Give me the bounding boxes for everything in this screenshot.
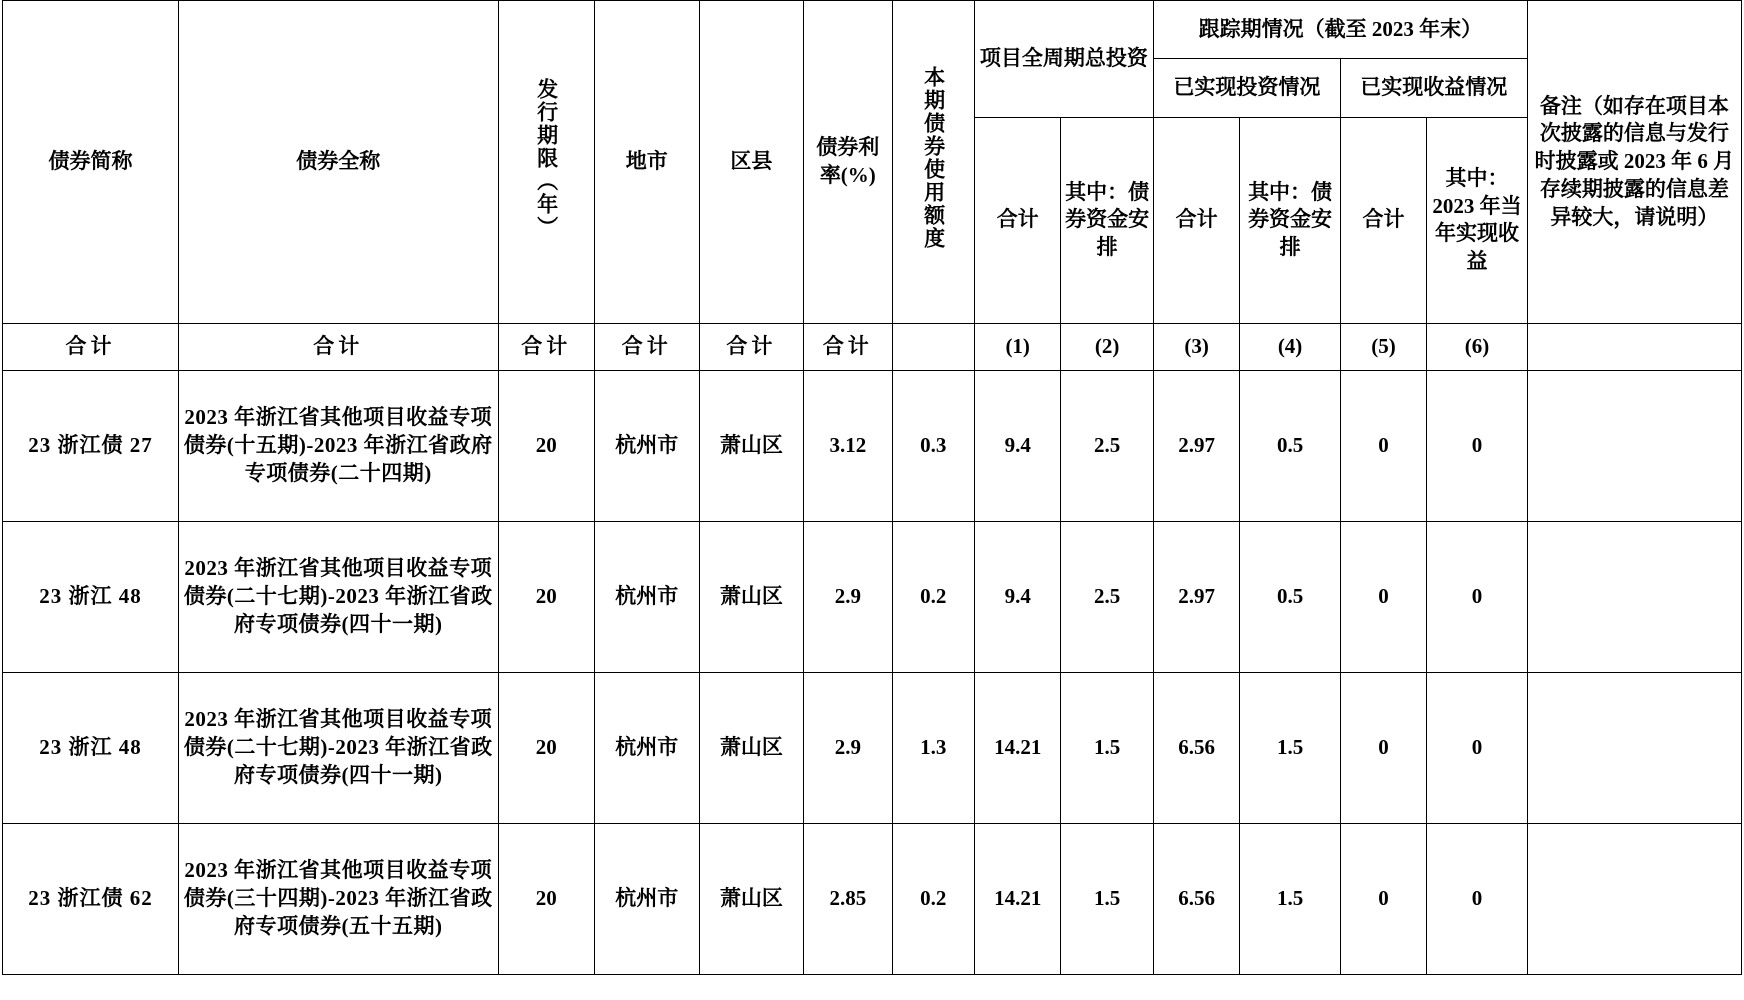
header-total-1: 合计: [974, 117, 1060, 323]
header-bond-fullname: 债券全称: [178, 1, 498, 324]
cell-bond-fullname: 2023 年浙江省其他项目收益专项债券(二十七期)-2023 年浙江省政府专项债券(四十一期): [178, 522, 498, 673]
cell-total-2: 6.56: [1153, 824, 1239, 975]
cell-sub-3: 0: [1427, 824, 1528, 975]
total-bond-rate: 合计: [804, 324, 892, 371]
cell-sub-2: 0.5: [1240, 522, 1341, 673]
header-project-total-invest: 项目全周期总投资: [974, 1, 1153, 118]
cell-issue-term: 20: [498, 673, 594, 824]
cell-total-2: 2.97: [1153, 371, 1239, 522]
header-realized-invest: 已实现投资情况: [1153, 59, 1340, 117]
cell-sub-2: 0.5: [1240, 371, 1341, 522]
cell-sub-3: 0: [1427, 371, 1528, 522]
cell-total-2: 2.97: [1153, 522, 1239, 673]
table-header-row-1: [3, 1, 1742, 59]
total-note-1: (1): [974, 324, 1060, 371]
header-current-quota: [892, 1, 974, 324]
cell-total-3: 0: [1340, 371, 1426, 522]
cell-issue-term: 20: [498, 371, 594, 522]
cell-issue-term: 20: [498, 522, 594, 673]
cell-sub-2: 1.5: [1240, 673, 1341, 824]
cell-total-3: 0: [1340, 522, 1426, 673]
cell-remark: [1527, 371, 1741, 522]
header-sub-2: 其中：债券资金安排: [1240, 117, 1341, 323]
cell-total-1: 9.4: [974, 522, 1060, 673]
header-remark: 备注（如存在项目本次披露的信息与发行时披露或 2023 年 6 月存续期披露的信息差异较大，请说明）: [1527, 1, 1741, 324]
header-total-2: 合计: [1153, 117, 1239, 323]
total-city: 合计: [595, 324, 700, 371]
cell-bond-fullname: 2023 年浙江省其他项目收益专项债券(十五期)-2023 年浙江省政府专项债券(二十四期): [178, 371, 498, 522]
table-row: [3, 371, 1742, 522]
cell-sub-1: 1.5: [1061, 824, 1153, 975]
cell-current-quota: 1.3: [892, 673, 974, 824]
header-county: 区县: [699, 1, 804, 324]
cell-current-quota: 0.3: [892, 371, 974, 522]
cell-bond-fullname: 2023 年浙江省其他项目收益专项债券(三十四期)-2023 年浙江省政府专项债券(五十五期): [178, 824, 498, 975]
total-bond-abbr: 合计: [3, 324, 179, 371]
cell-total-1: 14.21: [974, 673, 1060, 824]
total-county: 合计: [699, 324, 804, 371]
header-realized-income: 已实现收益情况: [1340, 59, 1527, 117]
cell-county: 萧山区: [699, 824, 804, 975]
header-sub-3: 其中：2023 年当年实现收益: [1427, 117, 1528, 323]
cell-current-quota: 0.2: [892, 522, 974, 673]
cell-remark: [1527, 824, 1741, 975]
cell-county: 萧山区: [699, 522, 804, 673]
total-note-2: (2): [1061, 324, 1153, 371]
header-city: 地市: [595, 1, 700, 324]
table-row: [3, 522, 1742, 673]
cell-bond-abbr: 23 浙江 48: [3, 522, 179, 673]
table-total-row: [3, 324, 1742, 371]
cell-bond-abbr: 23 浙江债 27: [3, 371, 179, 522]
table-row: [3, 824, 1742, 975]
cell-bond-rate: 2.85: [804, 824, 892, 975]
cell-total-2: 6.56: [1153, 673, 1239, 824]
header-issue-term: [498, 1, 594, 324]
cell-total-1: 14.21: [974, 824, 1060, 975]
cell-bond-abbr: 23 浙江债 62: [3, 824, 179, 975]
header-sub-1: 其中：债券资金安排: [1061, 117, 1153, 323]
total-remark: [1527, 324, 1741, 371]
cell-bond-rate: 2.9: [804, 673, 892, 824]
cell-county: 萧山区: [699, 371, 804, 522]
total-note-5: (5): [1340, 324, 1426, 371]
cell-city: 杭州市: [595, 371, 700, 522]
total-note-6: (6): [1427, 324, 1528, 371]
cell-sub-2: 1.5: [1240, 824, 1341, 975]
cell-sub-1: 2.5: [1061, 522, 1153, 673]
cell-city: 杭州市: [595, 522, 700, 673]
cell-sub-3: 0: [1427, 522, 1528, 673]
cell-bond-rate: 3.12: [804, 371, 892, 522]
total-bond-fullname: 合计: [178, 324, 498, 371]
cell-bond-rate: 2.9: [804, 522, 892, 673]
cell-remark: [1527, 673, 1741, 824]
cell-issue-term: 20: [498, 824, 594, 975]
bond-disclosure-table: [2, 0, 1742, 975]
header-tracking-period: 跟踪期情况（截至 2023 年末）: [1153, 1, 1527, 59]
cell-total-1: 9.4: [974, 371, 1060, 522]
cell-city: 杭州市: [595, 824, 700, 975]
cell-bond-abbr: 23 浙江 48: [3, 673, 179, 824]
header-bond-rate: 债券利率(%): [804, 1, 892, 324]
cell-sub-3: 0: [1427, 673, 1528, 824]
header-current-quota-label: 本期债券使用额度: [921, 66, 946, 251]
cell-county: 萧山区: [699, 673, 804, 824]
header-total-3: 合计: [1340, 117, 1426, 323]
cell-remark: [1527, 522, 1741, 673]
total-current-quota: [892, 324, 974, 371]
cell-total-3: 0: [1340, 673, 1426, 824]
cell-city: 杭州市: [595, 673, 700, 824]
header-bond-abbr: 债券简称: [3, 1, 179, 324]
total-issue-term: 合计: [498, 324, 594, 371]
table-row: [3, 673, 1742, 824]
total-note-4: (4): [1240, 324, 1341, 371]
cell-sub-1: 2.5: [1061, 371, 1153, 522]
cell-current-quota: 0.2: [892, 824, 974, 975]
header-issue-term-label: 发行期限（年）: [534, 77, 559, 239]
cell-bond-fullname: 2023 年浙江省其他项目收益专项债券(二十七期)-2023 年浙江省政府专项债券(四十一期): [178, 673, 498, 824]
cell-total-3: 0: [1340, 824, 1426, 975]
cell-sub-1: 1.5: [1061, 673, 1153, 824]
total-note-3: (3): [1153, 324, 1239, 371]
